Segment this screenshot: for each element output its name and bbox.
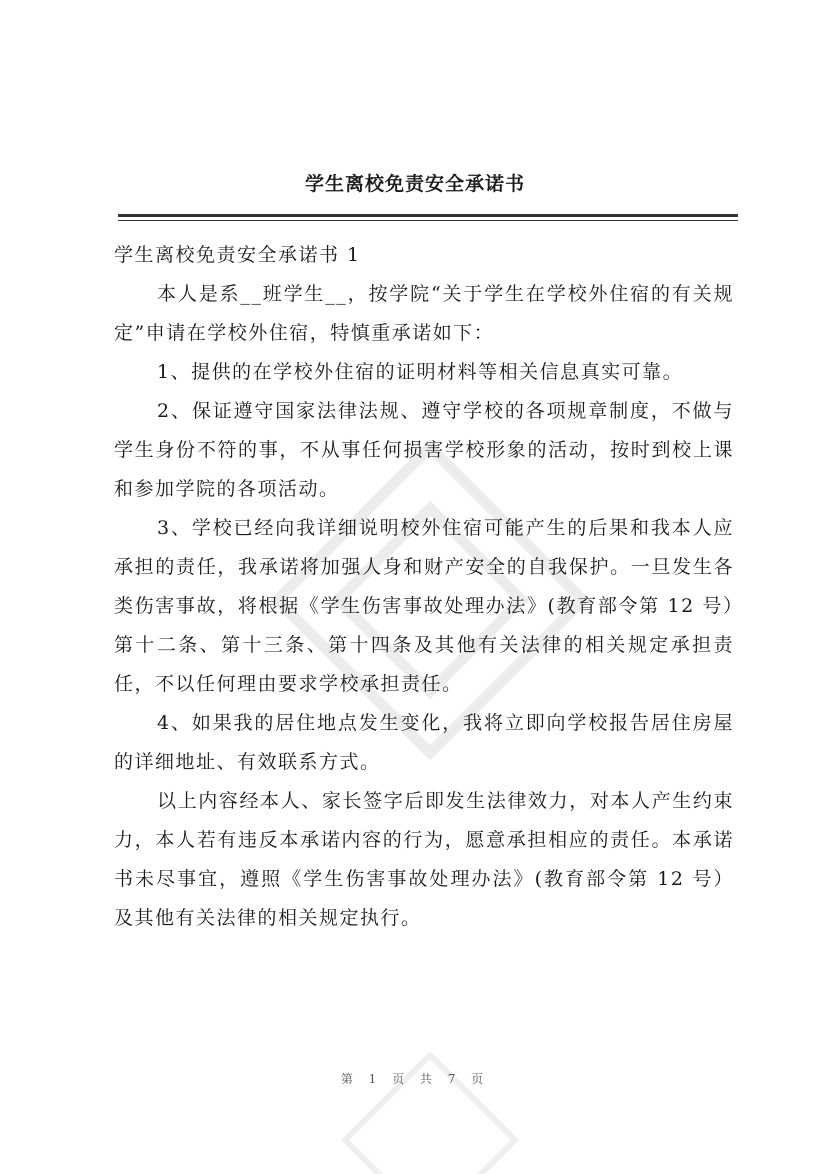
watermark-icon-bottom: [330, 1040, 530, 1174]
paragraph-item-2: 2、保证遵守国家法律法规、遵守学校的各项规章制度，不做与学生身份不符的事，不从事任何损害学校形象的活动，按时到校上课和参加学院的各项活动。: [114, 400, 734, 500]
page-number: 第 1 页 共 7 页: [340, 1072, 490, 1086]
title-divider: [118, 214, 738, 222]
paragraph-item-1: 1、提供的在学校外住宿的证明材料等相关信息真实可靠。: [157, 361, 684, 383]
document-body: [114, 236, 734, 938]
paragraph-conclusion: 以上内容经本人、家长签字后即发生法律效力，对本人产生约束力，本人若有违反本承诺内容的行为，愿意承担相应的责任。本承诺书未尽事宜，遵照《学生伤害事故处理办法》(教育部令第 12 号）及其他有关法律的相关规定执行。: [114, 790, 734, 929]
title-divider-thick: [118, 214, 738, 217]
title-divider-thin: [118, 220, 738, 221]
paragraph-intro: 本人是系__班学生__，按学院“关于学生在学校外住宿的有关规定”申请在学校外住宿，特慎重承诺如下：: [114, 283, 734, 344]
section-heading: 学生离校免责安全承诺书 1: [114, 244, 361, 266]
paragraph-item-4: 4、如果我的居住地点发生变化，我将立即向学校报告居住房屋的详细地址、有效联系方式。: [114, 712, 734, 773]
document-title: 学生离校免责安全承诺书: [304, 173, 525, 195]
paragraph-item-3: 3、学校已经向我详细说明校外住宿可能产生的后果和我本人应承担的责任，我承诺将加强人身和财产安全的自我保护。一旦发生各类伤害事故，将根据《学生伤害事故处理办法》(教育部令第 12 号）第十二条、第十三条、第十四条及其他有关法律的相关规定承担责任，不以任何理由要求学校承担责任。: [114, 517, 734, 695]
